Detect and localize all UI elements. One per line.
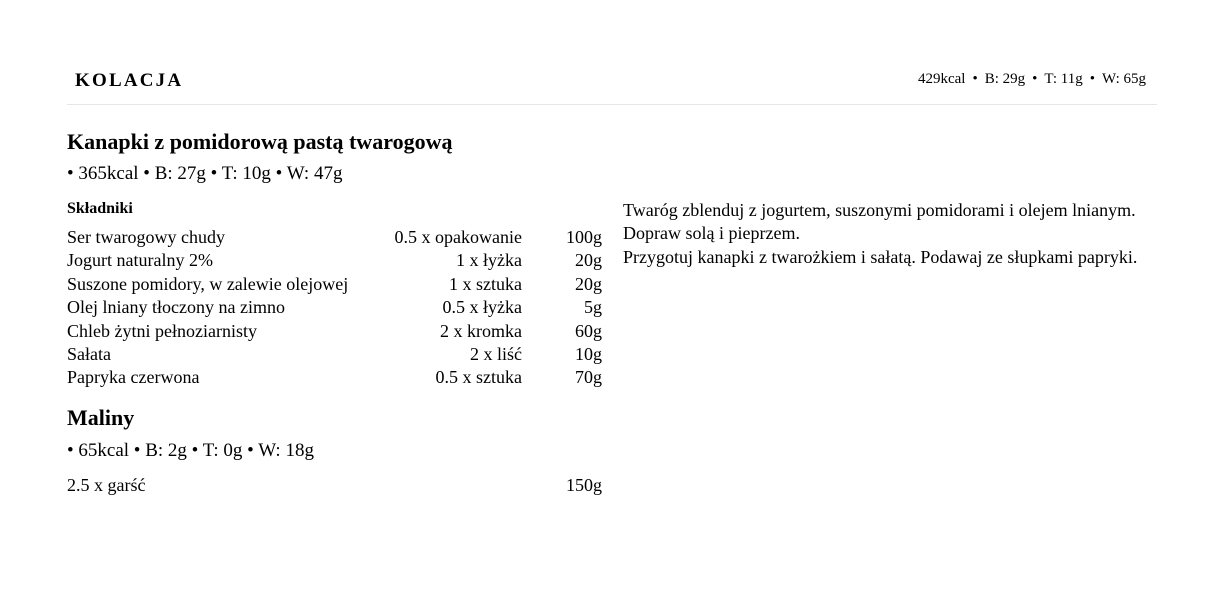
ingredient-name: Chleb żytni pełnoziarnisty [67,320,257,341]
dish-title: Kanapki z pomidorową pastą twarogową [67,129,453,154]
ingredients-heading: Składniki [67,200,133,217]
ingredient-grams: 5g [584,297,602,318]
instruction-step: Przygotuj kanapki z twarożkiem i sałatą. Podawaj ze słupkami papryki. [623,246,1138,267]
ingredient-row [67,296,602,319]
ingredient-name: Olej lniany tłoczony na zimno [67,297,285,318]
instruction-step: Twaróg zblenduj z jogurtem, suszonymi pomidorami i olejem lnianym. Dopraw solą i pieprzem. [623,200,1136,244]
meal-nutrition-summary [918,71,1146,88]
ingredient-name: Ser twarogowy chudy [67,227,225,247]
meal-protein: B: 29g [984,71,1026,87]
ingredient-row [67,366,602,389]
ingredient-row [67,249,602,272]
meal-kcal: 429kcal [917,71,966,87]
ingredient-grams: 10g [575,344,602,365]
meal-title: KOLACJA [75,70,184,91]
ingredient-grams: 60g [575,320,602,341]
ingredient-grams: 20g [575,250,602,271]
ingredient-row [67,273,602,296]
meal-header [67,64,1157,105]
ingredient-name: Jogurt naturalny 2% [67,250,213,271]
ingredient-grams: 100g [566,227,602,247]
ingredient-row [67,475,602,498]
ingredient-grams: 70g [575,367,602,388]
ingredient-name: Sałata [67,344,111,365]
meal-plan-page [67,0,1157,592]
ingredient-quantity: 0.5 x opakowanie [394,227,522,247]
ingredient-name: Suszone pomidory, w zalewie olejowej [67,273,349,294]
ingredient-quantity: 0.5 x sztuka [435,367,522,388]
ingredient-row [67,343,602,366]
ingredient-row [67,226,602,249]
ingredient-quantity: 1 x łyżka [456,250,522,271]
separator-dot: • [972,71,978,87]
ingredient-row [67,320,602,343]
separator-dot: • [1032,71,1038,87]
ingredient-quantity: 0.5 x łyżka [442,297,522,318]
meal-carbs: W: 65g [1101,71,1146,87]
ingredients-table [67,226,602,390]
ingredient-quantity: 2.5 x garść [67,475,146,495]
ingredient-quantity: 1 x sztuka [449,273,522,294]
dish-macros: • 365kcal • B: 27g • T: 10g • W: 47g [67,163,343,184]
dish-title: Maliny [67,405,135,430]
meal-fat: T: 11g [1044,71,1083,87]
ingredient-grams: 150g [566,475,602,495]
preparation-instructions [623,199,1163,269]
ingredient-quantity: 2 x liść [470,344,522,365]
dish-macros: • 65kcal • B: 2g • T: 0g • W: 18g [67,440,314,461]
separator-dot: • [1089,71,1095,87]
ingredient-name: Papryka czerwona [67,367,200,388]
ingredient-quantity: 2 x kromka [440,320,522,341]
ingredient-grams: 20g [575,273,602,294]
